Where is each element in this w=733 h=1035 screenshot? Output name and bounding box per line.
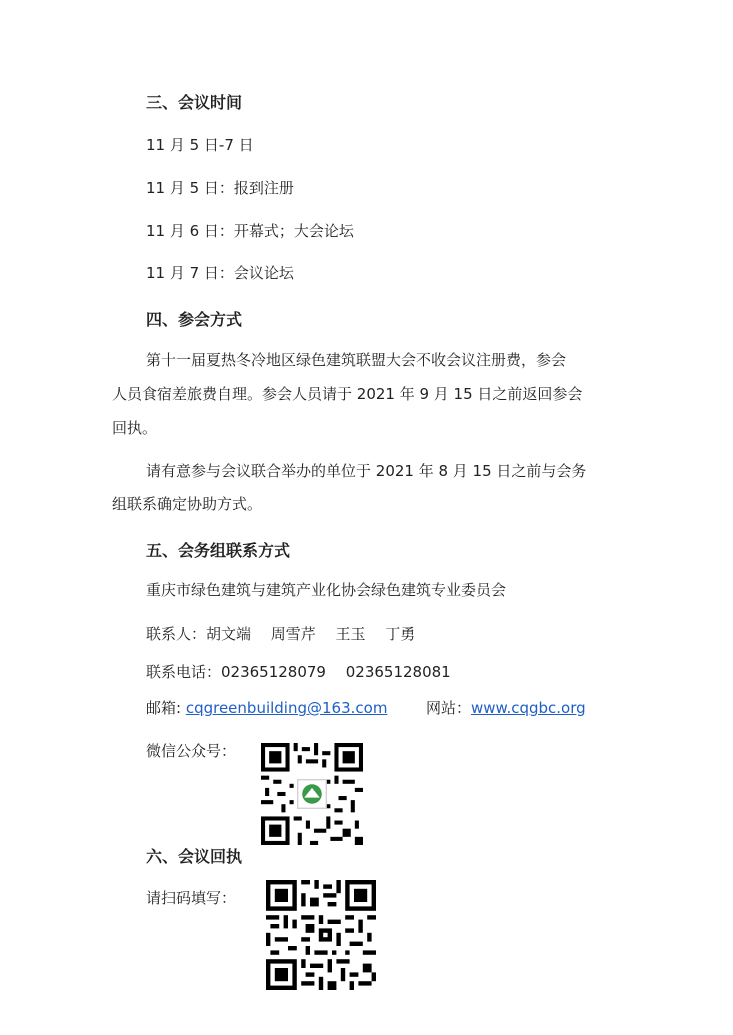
participation-para-2-line-2: 组联系确定协助方式。 xyxy=(112,495,263,513)
wechat-label: 微信公众号： xyxy=(146,742,237,760)
scan-label: 请扫码填写： xyxy=(146,889,237,907)
schedule-line-2: 11 月 5 日：报到注册 xyxy=(146,179,294,197)
schedule-line-4: 11 月 7 日：会议论坛 xyxy=(146,264,294,282)
email-row xyxy=(146,697,387,718)
participation-para-1-line-1: 第十一届夏热冬冷地区绿色建筑联盟大会不收会议注册费，参会 xyxy=(146,351,567,369)
schedule-line-1: 11 月 5 日-7 日 xyxy=(146,136,254,154)
participation-para-1-line-2: 人员食宿差旅费自理。参会人员请于 2021 年 9 月 15 日之前返回参会 xyxy=(112,385,583,403)
email-label: 邮箱: xyxy=(146,699,186,717)
website-row xyxy=(426,697,586,718)
participation-para-2-line-1: 请有意参与会议联合举办的单位于 2021 年 8 月 15 日之前与会务 xyxy=(146,462,587,480)
email-link[interactable]: cqgreenbuilding@163.com xyxy=(185,699,388,717)
website-label: 网站： xyxy=(426,699,472,717)
contact-persons: 联系人：胡文端 周雪芹 王玉 丁勇 xyxy=(146,625,416,643)
section-4-title: 四、参会方式 xyxy=(146,310,243,329)
receipt-qr-code xyxy=(266,880,376,990)
section-5-title: 五、会务组联系方式 xyxy=(146,541,291,560)
wechat-qr-code xyxy=(261,743,363,845)
section-6-title: 六、会议回执 xyxy=(146,847,243,866)
schedule-line-3: 11 月 6 日：开幕式；大会论坛 xyxy=(146,222,354,240)
contact-phone: 联系电话：02365128079 02365128081 xyxy=(146,663,451,681)
participation-para-1-line-3: 回执。 xyxy=(112,419,158,437)
organizer: 重庆市绿色建筑与建筑产业化协会绿色建筑专业委员会 xyxy=(146,581,507,599)
website-link[interactable]: www.cqgbc.org xyxy=(471,699,586,717)
section-3-title: 三、会议时间 xyxy=(146,93,243,112)
